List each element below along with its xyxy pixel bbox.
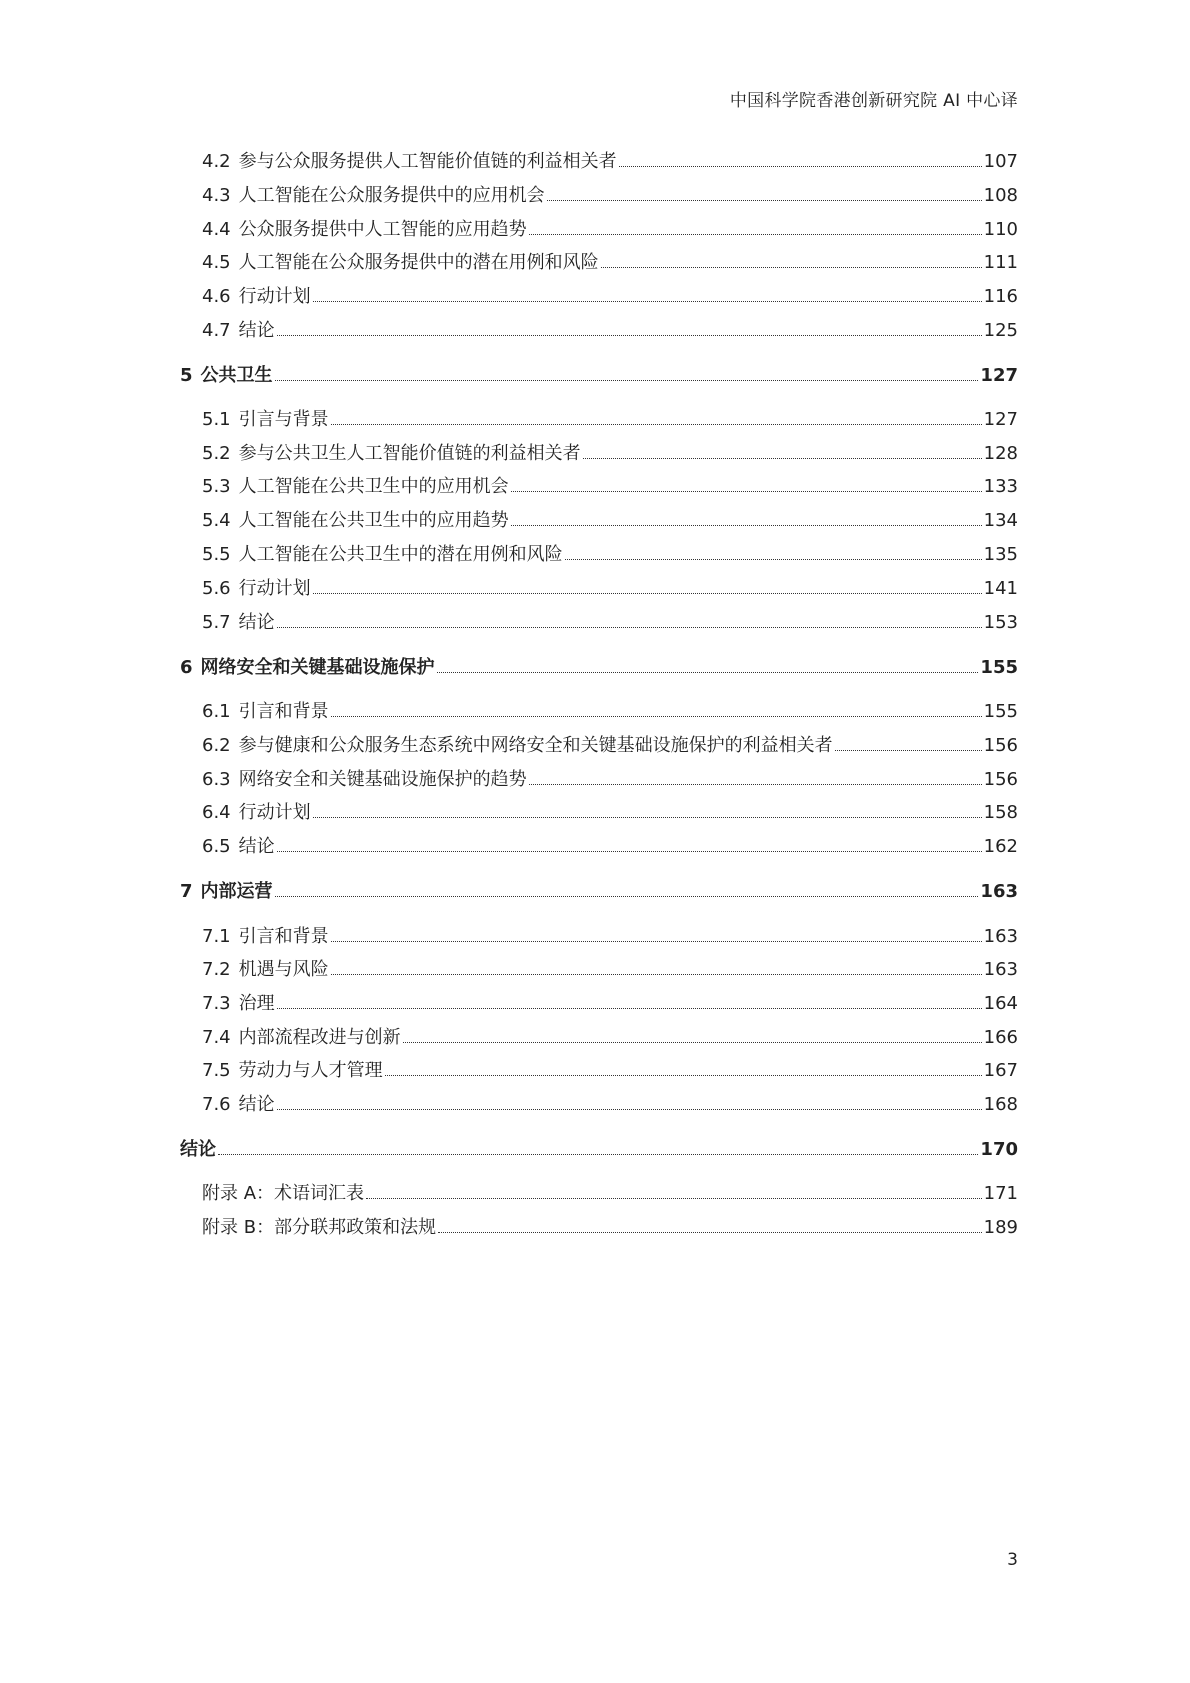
toc-leader-dots <box>601 266 982 268</box>
toc-entry-page: 141 <box>983 578 1018 599</box>
toc-entry-title: 劳动力与人才管理 <box>238 1060 383 1081</box>
toc-entry-page: 111 <box>983 252 1018 273</box>
toc-entry-page: 133 <box>983 476 1018 497</box>
toc-entry-number: 7 <box>180 881 193 902</box>
toc-entry-number: 7.6 <box>202 1094 231 1115</box>
toc-leader-dots <box>529 233 982 235</box>
toc-leader-dots <box>277 850 982 852</box>
toc-entry-title: 网络安全和关键基础设施保护 <box>200 657 435 678</box>
toc-leader-dots <box>437 671 979 673</box>
toc-entry-title: 引言和背景 <box>238 701 329 722</box>
toc-leader-dots <box>835 749 982 751</box>
toc-leader-dots <box>313 592 982 594</box>
toc-section-entry[interactable] <box>202 1216 1018 1240</box>
toc-entry-title: 网络安全和关键基础设施保护的趋势 <box>238 769 527 790</box>
toc-entry-number: 5.7 <box>202 612 231 633</box>
toc-leader-dots <box>511 524 982 526</box>
toc-entry-title: 公共卫生 <box>200 365 273 386</box>
toc-entry-page: 127 <box>983 409 1018 430</box>
toc-entry-number: 7.5 <box>202 1060 231 1081</box>
toc-entry-number: 4.4 <box>202 219 231 240</box>
toc-entry-page: 162 <box>983 836 1018 857</box>
toc-entry-number: 4.2 <box>202 151 231 172</box>
toc-leader-dots <box>313 300 982 302</box>
toc-section-entry[interactable] <box>202 611 1018 635</box>
toc-entry-page: 110 <box>983 219 1018 240</box>
toc-entry-page: 163 <box>983 926 1018 947</box>
toc-entry-number: 6.3 <box>202 769 231 790</box>
toc-entry-title: 治理 <box>238 993 275 1014</box>
toc-entry-page: 116 <box>983 286 1018 307</box>
toc-section-entry[interactable] <box>202 992 1018 1016</box>
toc-entry-page: 170 <box>980 1139 1018 1160</box>
toc-entry-number: 7.1 <box>202 926 231 947</box>
toc-entry-page: 163 <box>983 959 1018 980</box>
toc-entry-page: 155 <box>983 701 1018 722</box>
toc-leader-dots <box>511 490 982 492</box>
toc-entry-title: 引言和背景 <box>238 926 329 947</box>
toc-entry-title: 结论 <box>238 836 275 857</box>
toc-leader-dots <box>275 379 979 381</box>
toc-section-entry[interactable] <box>202 835 1018 859</box>
toc-entry-number: 4.6 <box>202 286 231 307</box>
toc-entry-page: 108 <box>983 185 1018 206</box>
toc-entry-title: 结论 <box>238 612 275 633</box>
toc-entry-title: 结论 <box>238 1094 275 1115</box>
toc-entry-title: 人工智能在公众服务提供中的潜在用例和风险 <box>238 252 599 273</box>
toc-leader-dots <box>331 715 982 717</box>
toc-entry-page: 163 <box>980 881 1018 902</box>
toc-chapter-entry[interactable] <box>180 880 1018 904</box>
toc-chapter-entry[interactable] <box>180 656 1018 680</box>
toc-entry-page: 127 <box>980 365 1018 386</box>
toc-leader-dots <box>277 1007 982 1009</box>
toc-leader-dots <box>385 1074 982 1076</box>
toc-section-entry[interactable] <box>202 408 1018 432</box>
toc-entry-number: 4.5 <box>202 252 231 273</box>
toc-section-entry[interactable] <box>202 925 1018 949</box>
toc-leader-dots <box>438 1231 982 1233</box>
toc-entry-number: 6.2 <box>202 735 231 756</box>
toc-entry-title: 人工智能在公共卫生中的潜在用例和风险 <box>238 544 563 565</box>
toc-entry-title: 附录 A：术语词汇表 <box>202 1183 365 1204</box>
toc-section-entry[interactable] <box>202 251 1018 275</box>
toc-entry-number: 5 <box>180 365 193 386</box>
toc-entry-title: 内部运营 <box>200 881 273 902</box>
toc-entry-number: 5.2 <box>202 443 231 464</box>
toc-entry-title: 行动计划 <box>238 286 311 307</box>
toc-entry-page: 155 <box>980 657 1018 678</box>
toc-section-entry[interactable] <box>202 543 1018 567</box>
toc-entry-title: 附录 B：部分联邦政策和法规 <box>202 1217 437 1238</box>
toc-entry-number: 6 <box>180 657 193 678</box>
toc-entry-number: 5.3 <box>202 476 231 497</box>
toc-leader-dots <box>529 783 982 785</box>
toc-entry-number: 5.6 <box>202 578 231 599</box>
toc-entry-number: 6.1 <box>202 701 231 722</box>
toc-entry-page: 156 <box>983 735 1018 756</box>
toc-entry-page: 135 <box>983 544 1018 565</box>
toc-entry-title: 结论 <box>180 1139 216 1160</box>
toc-entry-title: 人工智能在公众服务提供中的应用机会 <box>238 185 545 206</box>
toc-leader-dots <box>565 558 982 560</box>
toc-entry-page: 189 <box>983 1217 1018 1238</box>
toc-entry-title: 公众服务提供中人工智能的应用趋势 <box>238 219 527 240</box>
toc-entry-number: 7.3 <box>202 993 231 1014</box>
toc-section-entry[interactable] <box>202 218 1018 242</box>
toc-section-entry[interactable] <box>202 768 1018 792</box>
toc-entry-number: 5.1 <box>202 409 231 430</box>
toc-section-entry[interactable] <box>202 184 1018 208</box>
toc-entry-page: 164 <box>983 993 1018 1014</box>
toc-leader-dots <box>547 199 982 201</box>
toc-section-entry[interactable] <box>202 319 1018 343</box>
toc-section-entry[interactable] <box>202 734 1018 758</box>
toc-entry-page: 134 <box>983 510 1018 531</box>
toc-chapter-entry[interactable] <box>180 1138 1018 1162</box>
toc-section-entry[interactable] <box>202 700 1018 724</box>
toc-entry-title: 人工智能在公共卫生中的应用机会 <box>238 476 509 497</box>
toc-entry-title: 引言与背景 <box>238 409 329 430</box>
toc-entry-page: 166 <box>983 1027 1018 1048</box>
toc-entry-title: 人工智能在公共卫生中的应用趋势 <box>238 510 509 531</box>
toc-leader-dots <box>366 1197 982 1199</box>
toc-entry-title: 结论 <box>238 320 275 341</box>
toc-entry-title: 机遇与风险 <box>238 959 329 980</box>
toc-entry-page: 171 <box>983 1183 1018 1204</box>
toc-leader-dots <box>331 973 982 975</box>
toc-leader-dots <box>277 1108 982 1110</box>
toc-entry-number: 6.5 <box>202 836 231 857</box>
toc-section-entry[interactable] <box>202 285 1018 309</box>
toc-section-entry[interactable] <box>202 1093 1018 1117</box>
toc-leader-dots <box>619 165 982 167</box>
toc-entry-title: 行动计划 <box>238 578 311 599</box>
toc-entry-number: 4.7 <box>202 320 231 341</box>
page-number: 3 <box>1007 1550 1018 1570</box>
toc-entry-title: 参与公共卫生人工智能价值链的利益相关者 <box>238 443 581 464</box>
toc-section-entry[interactable] <box>202 1182 1018 1206</box>
toc-leader-dots <box>403 1041 982 1043</box>
toc-section-entry[interactable] <box>202 442 1018 466</box>
toc-section-entry[interactable] <box>202 475 1018 499</box>
toc-section-entry[interactable] <box>202 958 1018 982</box>
toc-entry-number: 7.2 <box>202 959 231 980</box>
toc-entry-number: 5.5 <box>202 544 231 565</box>
toc-section-entry[interactable] <box>202 150 1018 174</box>
toc-entry-number: 5.4 <box>202 510 231 531</box>
toc-entry-number: 4.3 <box>202 185 231 206</box>
toc-chapter-entry[interactable] <box>180 364 1018 388</box>
toc-entry-number: 6.4 <box>202 802 231 823</box>
running-header: 中国科学院香港创新研究院 AI 中心译 <box>729 91 1018 111</box>
toc-leader-dots <box>583 457 982 459</box>
toc-leader-dots <box>331 423 982 425</box>
toc-section-entry[interactable] <box>202 1026 1018 1050</box>
toc-entry-page: 107 <box>983 151 1018 172</box>
toc-leader-dots <box>331 940 982 942</box>
toc-entry-page: 168 <box>983 1094 1018 1115</box>
toc-entry-page: 153 <box>983 612 1018 633</box>
toc-section-entry[interactable] <box>202 509 1018 533</box>
toc-entry-title: 行动计划 <box>238 802 311 823</box>
toc-entry-title: 内部流程改进与创新 <box>238 1027 401 1048</box>
toc-entry-page: 158 <box>983 802 1018 823</box>
toc-entry-title: 参与公众服务提供人工智能价值链的利益相关者 <box>238 151 617 172</box>
toc-section-entry[interactable] <box>202 577 1018 601</box>
toc-section-entry[interactable] <box>202 801 1018 825</box>
toc-leader-dots <box>277 626 982 628</box>
toc-leader-dots <box>218 1153 978 1155</box>
toc-entry-page: 167 <box>983 1060 1018 1081</box>
toc-entry-page: 128 <box>983 443 1018 464</box>
toc-leader-dots <box>277 334 982 336</box>
toc-leader-dots <box>275 895 979 897</box>
toc-entry-page: 156 <box>983 769 1018 790</box>
toc-section-entry[interactable] <box>202 1059 1018 1083</box>
toc-entry-page: 125 <box>983 320 1018 341</box>
toc-leader-dots <box>313 816 982 818</box>
toc-entry-number: 7.4 <box>202 1027 231 1048</box>
toc-entry-title: 参与健康和公众服务生态系统中网络安全和关键基础设施保护的利益相关者 <box>238 735 833 756</box>
